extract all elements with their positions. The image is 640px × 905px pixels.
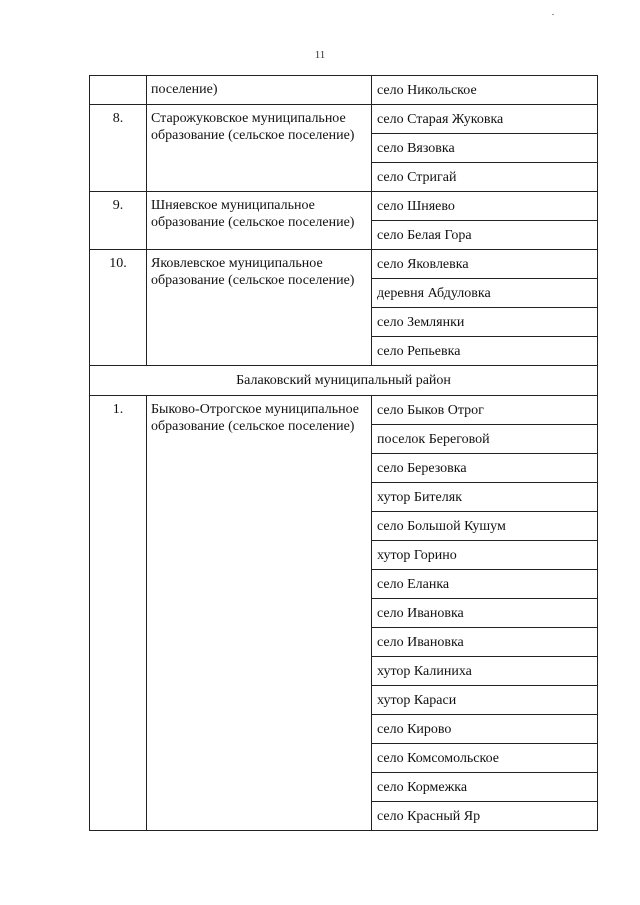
settlement-name: село Репьевка (372, 337, 598, 366)
settlement-name: поселок Береговой (372, 425, 598, 454)
settlement-name: село Красный Яр (372, 802, 598, 831)
settlement-name: хутор Караси (372, 686, 598, 715)
district-row (90, 366, 598, 396)
row-number: 9. (90, 192, 147, 250)
settlement-name: село Никольское (372, 76, 598, 105)
municipality-name: поселение) (147, 76, 372, 105)
district-heading: Балаковский муниципальный район (90, 366, 598, 396)
settlement-name: деревня Абдуловка (372, 279, 598, 308)
row-number (90, 76, 147, 105)
settlement-name: село Яковлевка (372, 250, 598, 279)
settlement-name: село Комсомольское (372, 744, 598, 773)
settlement-name: село Еланка (372, 570, 598, 599)
settlement-name: село Старая Жуковка (372, 105, 598, 134)
municipality-name: Старожуковское муниципальное образование (сельское поселение) (147, 105, 372, 192)
settlements-table (89, 75, 598, 831)
settlement-name: село Стригай (372, 163, 598, 192)
settlement-name: село Большой Кушум (372, 512, 598, 541)
row-number: 1. (90, 396, 147, 831)
settlement-name: село Землянки (372, 308, 598, 337)
table-row (90, 76, 598, 105)
settlement-name: село Ивановка (372, 628, 598, 657)
settlement-name: село Белая Гора (372, 221, 598, 250)
settlement-name: село Кирово (372, 715, 598, 744)
settlement-name: село Шняево (372, 192, 598, 221)
table-row (90, 250, 598, 279)
settlement-name: село Быков Отрог (372, 396, 598, 425)
settlement-name: село Ивановка (372, 599, 598, 628)
municipality-name: Быково-Отрогское муниципальное образование (сельское поселение) (147, 396, 372, 831)
settlement-name: хутор Горино (372, 541, 598, 570)
settlement-name: село Березовка (372, 454, 598, 483)
municipality-name: Яковлевское муниципальное образование (сельское поселение) (147, 250, 372, 366)
row-number: 8. (90, 105, 147, 192)
table-row (90, 192, 598, 221)
table-row (90, 105, 598, 134)
row-number: 10. (90, 250, 147, 366)
municipality-name: Шняевское муниципальное образование (сельское поселение) (147, 192, 372, 250)
settlement-name: село Кормежка (372, 773, 598, 802)
settlement-name: хутор Калиниха (372, 657, 598, 686)
settlement-name: село Вязовка (372, 134, 598, 163)
page-number: 11 (314, 49, 326, 61)
settlement-name: хутор Бителяк (372, 483, 598, 512)
scan-speck (552, 14, 554, 15)
table-row (90, 396, 598, 425)
